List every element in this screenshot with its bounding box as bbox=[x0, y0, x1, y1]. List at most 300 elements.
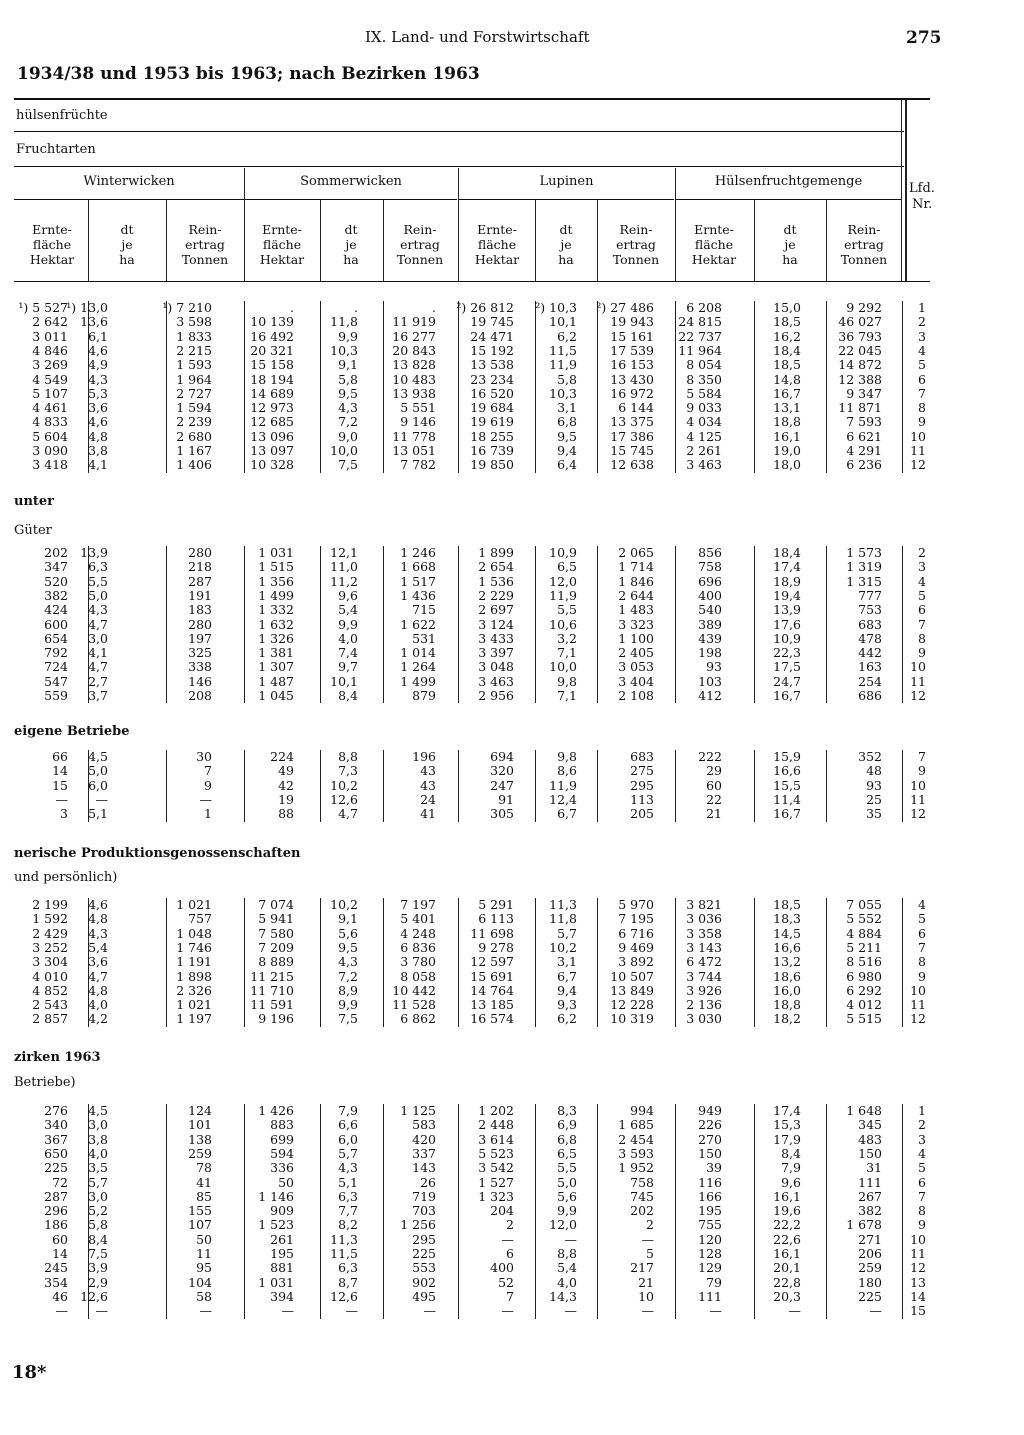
table-cell: 1 381 bbox=[258, 645, 294, 661]
table-cell: 10 139 bbox=[250, 314, 294, 330]
table-cell: 17,9 bbox=[773, 1131, 801, 1147]
lfd-nr-cell: 6 bbox=[918, 371, 926, 387]
top-rule bbox=[14, 98, 930, 100]
table-cell: 540 bbox=[698, 602, 722, 618]
table-cell: 3 542 bbox=[478, 1160, 514, 1176]
table-cell: 3 821 bbox=[686, 897, 722, 912]
column-header-line: Tonnen bbox=[181, 252, 229, 267]
lfd-nr-cell: 9 bbox=[918, 414, 926, 430]
table-cell: 2 857 bbox=[32, 1011, 68, 1027]
table-cell: 16,1 bbox=[773, 428, 801, 444]
table-cell: 10,0 bbox=[549, 659, 577, 675]
table-cell: 7 197 bbox=[400, 897, 436, 912]
table-cell: 18,8 bbox=[773, 414, 801, 430]
table-cell: 520 bbox=[44, 573, 68, 589]
table-cell: 78 bbox=[196, 1160, 212, 1176]
table-cell: 5 584 bbox=[686, 385, 722, 401]
table-cell: 19 850 bbox=[470, 457, 514, 473]
table-cell: 3,0 bbox=[88, 1117, 108, 1133]
table-cell: 7,2 bbox=[338, 414, 358, 430]
table-cell: 3,1 bbox=[557, 400, 577, 416]
table-cell: 12,6 bbox=[330, 1288, 358, 1304]
table-cell: 902 bbox=[412, 1274, 436, 1290]
table-cell: 4,5 bbox=[88, 1103, 108, 1118]
table-cell: 9,4 bbox=[557, 443, 577, 458]
table-cell: 2,7 bbox=[88, 673, 108, 689]
table-cell: 1 319 bbox=[846, 559, 882, 575]
table-cell: 2 261 bbox=[686, 443, 722, 458]
table-cell: 13 097 bbox=[250, 443, 294, 458]
table-cell: 4,6 bbox=[88, 414, 108, 430]
table-cell: 12,0 bbox=[549, 573, 577, 589]
table-cell: 1 523 bbox=[258, 1217, 294, 1233]
table-cell: 166 bbox=[698, 1188, 722, 1204]
table-cell: 195 bbox=[698, 1203, 722, 1219]
table-cell: 1 536 bbox=[478, 573, 514, 589]
table-cell: 338 bbox=[188, 659, 212, 675]
column-rule bbox=[675, 1104, 676, 1319]
table-cell: 347 bbox=[44, 559, 68, 575]
table-cell: 3 358 bbox=[686, 925, 722, 941]
footer-mark: 18* bbox=[12, 1362, 47, 1383]
table-cell: 9 278 bbox=[478, 939, 514, 955]
table-cell: 11,8 bbox=[549, 911, 577, 927]
table-cell: 6 113 bbox=[478, 911, 514, 927]
table-cell: 3,7 bbox=[88, 688, 108, 703]
table-cell: 5,7 bbox=[338, 1145, 358, 1161]
rule-after-label2 bbox=[14, 166, 904, 167]
table-cell: 225 bbox=[412, 1246, 436, 1261]
table-cell: 9 292 bbox=[846, 300, 882, 315]
table-cell: 17 386 bbox=[610, 428, 654, 444]
table-cell: 259 bbox=[188, 1145, 212, 1161]
table-cell: 18,5 bbox=[773, 357, 801, 373]
table-cell: 5 401 bbox=[400, 911, 436, 927]
table-cell: 19 745 bbox=[470, 314, 514, 330]
table-cell: 4,1 bbox=[88, 457, 108, 473]
table-cell: 35 bbox=[866, 806, 882, 822]
table-cell: 16,6 bbox=[773, 763, 801, 779]
table-cell: 18 194 bbox=[250, 371, 294, 387]
lfd-nr-cell: 5 bbox=[918, 1160, 926, 1176]
column-header-line: ha bbox=[343, 252, 359, 267]
table-cell: 52 bbox=[498, 1274, 514, 1290]
table-cell: 12 228 bbox=[610, 997, 654, 1013]
table-cell: 6 472 bbox=[686, 954, 722, 970]
column-header-line: Tonnen bbox=[396, 252, 444, 267]
table-cell: 1 167 bbox=[176, 443, 212, 458]
table-cell: 15,9 bbox=[773, 749, 801, 764]
lfd-nr-cell: 13 bbox=[910, 1274, 926, 1290]
table-cell: 8,4 bbox=[88, 1231, 108, 1247]
table-cell: 7,4 bbox=[338, 645, 358, 661]
lfd-nr-cell: 12 bbox=[910, 1011, 926, 1027]
table-cell: 205 bbox=[630, 806, 654, 822]
table-cell: 66 bbox=[52, 749, 68, 764]
table-cell: 5 604 bbox=[32, 428, 68, 444]
table-cell: 2 644 bbox=[618, 587, 654, 603]
table-cell: 16,1 bbox=[773, 1246, 801, 1261]
table-cell: 12 597 bbox=[470, 954, 514, 970]
table-cell: 113 bbox=[630, 791, 654, 807]
lfd-nr-cell: 4 bbox=[918, 342, 926, 358]
table-cell: 21 bbox=[706, 806, 722, 822]
lfd-nr-cell: 8 bbox=[918, 400, 926, 416]
table-cell: 267 bbox=[858, 1188, 882, 1204]
column-rule bbox=[458, 1104, 459, 1319]
lfd-nr-cell: 7 bbox=[918, 939, 926, 955]
table-cell: 6 236 bbox=[846, 457, 882, 473]
table-cell: 703 bbox=[412, 1203, 436, 1219]
table-cell: 495 bbox=[412, 1288, 436, 1304]
table-cell: 276 bbox=[44, 1103, 68, 1118]
table-cell: 14 872 bbox=[838, 357, 882, 373]
lfd-nr-cell: 2 bbox=[918, 314, 926, 330]
table-cell: 2 654 bbox=[478, 559, 514, 575]
lfd-nr-cell: 8 bbox=[918, 1203, 926, 1219]
table-cell: 22 045 bbox=[838, 342, 882, 358]
table-cell: 1 323 bbox=[478, 1188, 514, 1204]
table-cell: 31 bbox=[866, 1160, 882, 1176]
table-cell: 17,5 bbox=[773, 659, 801, 675]
column-header-line: Rein- bbox=[188, 222, 222, 237]
table-cell: 296 bbox=[44, 1203, 68, 1219]
table-cell: 17,4 bbox=[773, 559, 801, 575]
table-cell: 4,6 bbox=[88, 342, 108, 358]
table-cell: 4 248 bbox=[400, 925, 436, 941]
table-cell: 9 033 bbox=[686, 400, 722, 416]
table-cell: 4,3 bbox=[88, 371, 108, 387]
table-cell: 11,5 bbox=[330, 1246, 358, 1261]
table-cell: 8,9 bbox=[338, 982, 358, 998]
table-cell: 24 471 bbox=[470, 328, 514, 344]
table-cell: 20 321 bbox=[250, 342, 294, 358]
table-cell: 4,3 bbox=[338, 400, 358, 416]
table-cell: 583 bbox=[412, 1117, 436, 1133]
table-cell: — bbox=[199, 791, 212, 807]
section-title: nerische Produktionsgenossenschaften bbox=[14, 846, 301, 861]
column-rule bbox=[535, 898, 536, 1027]
table-cell: — bbox=[709, 1303, 722, 1319]
table-cell: 699 bbox=[270, 1131, 294, 1147]
table-cell: 478 bbox=[858, 630, 882, 646]
table-cell: 3 143 bbox=[686, 939, 722, 955]
table-cell: 5 211 bbox=[846, 939, 882, 955]
table-cell: 7 782 bbox=[400, 457, 436, 473]
table-cell: 10 319 bbox=[610, 1011, 654, 1027]
table-cell: 9,4 bbox=[557, 982, 577, 998]
table-cell: 7,5 bbox=[88, 1246, 108, 1261]
table-cell: 7,1 bbox=[557, 645, 577, 661]
column-rule bbox=[320, 301, 321, 473]
table-cell: 7,3 bbox=[338, 763, 358, 779]
table-cell: 3 048 bbox=[478, 659, 514, 675]
table-cell: 5 515 bbox=[846, 1011, 882, 1027]
lfd-nr-cell: 7 bbox=[918, 385, 926, 401]
table-cell: 11 710 bbox=[250, 982, 294, 998]
table-cell: 1 898 bbox=[176, 968, 212, 984]
table-cell: 49 bbox=[278, 763, 294, 779]
table-cell: 15 745 bbox=[610, 443, 654, 458]
lfd-nr-cell: 9 bbox=[918, 1217, 926, 1233]
table-cell: 198 bbox=[698, 645, 722, 661]
table-cell: 15,0 bbox=[773, 300, 801, 315]
table-cell: 3 304 bbox=[32, 954, 68, 970]
table-cell: 7,5 bbox=[338, 457, 358, 473]
table-cell: 50 bbox=[196, 1231, 212, 1247]
table-cell: 208 bbox=[188, 688, 212, 703]
table-cell: 24 bbox=[420, 791, 436, 807]
column-header bbox=[597, 222, 675, 267]
table-cell: ¹) 5 527 bbox=[18, 300, 68, 315]
column-rule bbox=[826, 546, 827, 703]
table-cell: 22 737 bbox=[678, 328, 722, 344]
table-cell: 11 528 bbox=[392, 997, 436, 1013]
table-cell: 3,0 bbox=[88, 1188, 108, 1204]
table-cell: 1 714 bbox=[618, 559, 654, 575]
table-cell: 8,4 bbox=[338, 688, 358, 703]
table-cell: 3,8 bbox=[88, 1131, 108, 1147]
right-border-2 bbox=[905, 100, 907, 282]
table-cell: — bbox=[501, 1303, 514, 1319]
table-cell: 1 899 bbox=[478, 545, 514, 560]
table-cell: 2 429 bbox=[32, 925, 68, 941]
row-label-huelsenfruechte: hülsenfrüchte bbox=[16, 108, 108, 123]
table-cell: 124 bbox=[188, 1103, 212, 1118]
table-cell: 683 bbox=[630, 749, 654, 764]
table-cell: ²) 27 486 bbox=[596, 300, 654, 315]
table-cell: 1 031 bbox=[258, 545, 294, 560]
table-cell: 11,5 bbox=[549, 342, 577, 358]
table-subtitle: 1934/38 und 1953 bis 1963; nach Bezirken 1963 bbox=[17, 64, 480, 84]
table-cell: 150 bbox=[858, 1145, 882, 1161]
table-cell: 13,1 bbox=[773, 400, 801, 416]
table-cell: 994 bbox=[630, 1103, 654, 1118]
lfd-nr-cell: 8 bbox=[918, 630, 926, 646]
table-cell: 6,3 bbox=[338, 1188, 358, 1204]
header-bottom-rule bbox=[14, 281, 930, 282]
table-cell: 10 507 bbox=[610, 968, 654, 984]
table-cell: 3 124 bbox=[478, 616, 514, 632]
table-cell: 58 bbox=[196, 1288, 212, 1304]
table-cell: — bbox=[869, 1303, 882, 1319]
table-cell: 4,8 bbox=[88, 428, 108, 444]
table-cell: 6 144 bbox=[618, 400, 654, 416]
table-cell: 104 bbox=[188, 1274, 212, 1290]
column-header bbox=[383, 222, 457, 267]
column-rule bbox=[166, 1104, 167, 1319]
table-cell: 10,9 bbox=[549, 545, 577, 560]
table-cell: 72 bbox=[52, 1174, 68, 1190]
lfd-nr-cell: 11 bbox=[910, 997, 926, 1013]
table-cell: 163 bbox=[858, 659, 882, 675]
table-cell: 4 010 bbox=[32, 968, 68, 984]
table-cell: 856 bbox=[698, 545, 722, 560]
table-cell: 7 195 bbox=[618, 911, 654, 927]
table-cell: 13,9 bbox=[773, 602, 801, 618]
lfd-nr-cell: 4 bbox=[918, 573, 926, 589]
table-cell: 19,6 bbox=[773, 1203, 801, 1219]
table-cell: 1 014 bbox=[400, 645, 436, 661]
lfd-nr-cell: 3 bbox=[918, 328, 926, 344]
table-cell: 11 964 bbox=[678, 342, 722, 358]
table-cell: 7 055 bbox=[846, 897, 882, 912]
table-cell: 10,2 bbox=[330, 897, 358, 912]
table-cell: 116 bbox=[698, 1174, 722, 1190]
table-cell: 12,6 bbox=[80, 1288, 108, 1304]
table-cell: 6 836 bbox=[400, 939, 436, 955]
table-cell: 10,1 bbox=[549, 314, 577, 330]
table-cell: 5,6 bbox=[557, 1188, 577, 1204]
table-cell: 11,2 bbox=[330, 573, 358, 589]
table-cell: 5,0 bbox=[88, 763, 108, 779]
table-cell: 280 bbox=[188, 616, 212, 632]
table-cell: 6 292 bbox=[846, 982, 882, 998]
table-cell: 7,7 bbox=[338, 1203, 358, 1219]
table-cell: 224 bbox=[270, 749, 294, 764]
table-cell: 206 bbox=[858, 1246, 882, 1261]
table-cell: 755 bbox=[698, 1217, 722, 1233]
lfd-nr-cell: 1 bbox=[918, 300, 926, 315]
table-cell: 2 680 bbox=[176, 428, 212, 444]
lfd-label: Lfd. bbox=[909, 181, 935, 196]
table-cell: 19 684 bbox=[470, 400, 514, 416]
table-cell: 9,9 bbox=[338, 616, 358, 632]
table-cell: 2 642 bbox=[32, 314, 68, 330]
table-cell: 5,8 bbox=[557, 371, 577, 387]
table-cell: 14,3 bbox=[549, 1288, 577, 1304]
table-cell: 1 593 bbox=[176, 357, 212, 373]
lfd-nr-cell: 9 bbox=[918, 645, 926, 661]
column-header-line: Tonnen bbox=[840, 252, 888, 267]
table-cell: 4,3 bbox=[338, 954, 358, 970]
table-cell: 11,9 bbox=[549, 777, 577, 793]
table-cell: 6,8 bbox=[557, 414, 577, 430]
column-header bbox=[90, 222, 164, 267]
column-rule bbox=[597, 1104, 598, 1319]
table-cell: 2 454 bbox=[618, 1131, 654, 1147]
group-sommerwicken: Sommerwicken bbox=[300, 174, 402, 189]
chapter-title: IX. Land- und Forstwirtschaft bbox=[365, 28, 590, 46]
table-cell: 111 bbox=[858, 1174, 882, 1190]
table-cell: 287 bbox=[44, 1188, 68, 1204]
column-header bbox=[166, 222, 244, 267]
table-cell: 146 bbox=[188, 673, 212, 689]
table-cell: 20,3 bbox=[773, 1288, 801, 1304]
column-rule bbox=[383, 546, 384, 703]
column-header-line: Ernte- bbox=[32, 222, 72, 237]
column-header-line: dt bbox=[120, 222, 134, 237]
table-cell: 3 614 bbox=[478, 1131, 514, 1147]
table-cell: 7 bbox=[204, 763, 212, 779]
table-cell: 138 bbox=[188, 1131, 212, 1147]
table-cell: 10 442 bbox=[392, 982, 436, 998]
table-cell: 1 436 bbox=[400, 587, 436, 603]
column-header-line: Ernte- bbox=[477, 222, 517, 237]
table-cell: 275 bbox=[630, 763, 654, 779]
table-cell: 9,9 bbox=[557, 1203, 577, 1219]
table-cell: 8 054 bbox=[686, 357, 722, 373]
table-cell: 4 034 bbox=[686, 414, 722, 430]
table-cell: 91 bbox=[498, 791, 514, 807]
table-cell: 2,9 bbox=[88, 1274, 108, 1290]
table-cell: 5,7 bbox=[88, 1174, 108, 1190]
table-cell: 949 bbox=[698, 1103, 722, 1118]
table-cell: 8 516 bbox=[846, 954, 882, 970]
table-cell: 24,7 bbox=[773, 673, 801, 689]
table-cell: 792 bbox=[44, 645, 68, 661]
lfd-nr-cell: 6 bbox=[918, 1174, 926, 1190]
table-cell: 2 697 bbox=[478, 602, 514, 618]
table-cell: 439 bbox=[698, 630, 722, 646]
table-cell: 5,5 bbox=[557, 602, 577, 618]
table-cell: 777 bbox=[858, 587, 882, 603]
table-cell: 195 bbox=[270, 1246, 294, 1261]
table-cell: 325 bbox=[188, 645, 212, 661]
table-cell: 43 bbox=[420, 763, 436, 779]
table-cell: 8,6 bbox=[557, 763, 577, 779]
column-rule bbox=[320, 546, 321, 703]
column-rule bbox=[383, 898, 384, 1027]
table-cell: 4,1 bbox=[88, 645, 108, 661]
table-cell: 16 972 bbox=[610, 385, 654, 401]
table-cell: — bbox=[281, 1303, 294, 1319]
table-cell: 1 964 bbox=[176, 371, 212, 387]
table-cell: 1 021 bbox=[176, 897, 212, 912]
table-cell: 6,5 bbox=[557, 1145, 577, 1161]
section-title: zirken 1963 bbox=[14, 1050, 101, 1065]
table-cell: 14,8 bbox=[773, 371, 801, 387]
table-cell: 16,6 bbox=[773, 939, 801, 955]
table-cell: 382 bbox=[858, 1203, 882, 1219]
table-cell: 287 bbox=[188, 573, 212, 589]
table-cell: 10,3 bbox=[549, 385, 577, 401]
table-cell: — bbox=[95, 791, 108, 807]
table-cell: 531 bbox=[412, 630, 436, 646]
table-cell: 245 bbox=[44, 1260, 68, 1276]
table-cell: 30 bbox=[196, 749, 212, 764]
column-header-line: fläche bbox=[32, 237, 72, 252]
table-cell: 367 bbox=[44, 1131, 68, 1147]
table-cell: 16 153 bbox=[610, 357, 654, 373]
table-cell: 5,4 bbox=[557, 1260, 577, 1276]
column-rule bbox=[826, 1104, 827, 1319]
table-cell: 3 926 bbox=[686, 982, 722, 998]
lfd-nr-cell: 1 bbox=[918, 1103, 926, 1118]
table-cell: 15 158 bbox=[250, 357, 294, 373]
table-cell: 10,2 bbox=[330, 777, 358, 793]
table-cell: 19 bbox=[278, 791, 294, 807]
column-rule bbox=[458, 750, 459, 822]
table-cell: 1 833 bbox=[176, 328, 212, 344]
table-cell: 686 bbox=[858, 688, 882, 703]
table-cell: 16,7 bbox=[773, 688, 801, 703]
table-cell: 101 bbox=[188, 1117, 212, 1133]
table-cell: 79 bbox=[706, 1274, 722, 1290]
table-cell: 6,3 bbox=[338, 1260, 358, 1276]
table-cell: 4,3 bbox=[338, 1160, 358, 1176]
column-header-line: ertrag bbox=[844, 237, 884, 252]
table-cell: 654 bbox=[44, 630, 68, 646]
table-cell: 9,5 bbox=[557, 428, 577, 444]
column-header-line: Tonnen bbox=[612, 252, 660, 267]
table-cell: 270 bbox=[698, 1131, 722, 1147]
column-header-line: Hektar bbox=[691, 252, 737, 267]
table-cell: 143 bbox=[412, 1160, 436, 1176]
table-cell: 4,8 bbox=[88, 911, 108, 927]
table-cell: 3 bbox=[60, 806, 68, 822]
table-cell: 5 523 bbox=[478, 1145, 514, 1161]
